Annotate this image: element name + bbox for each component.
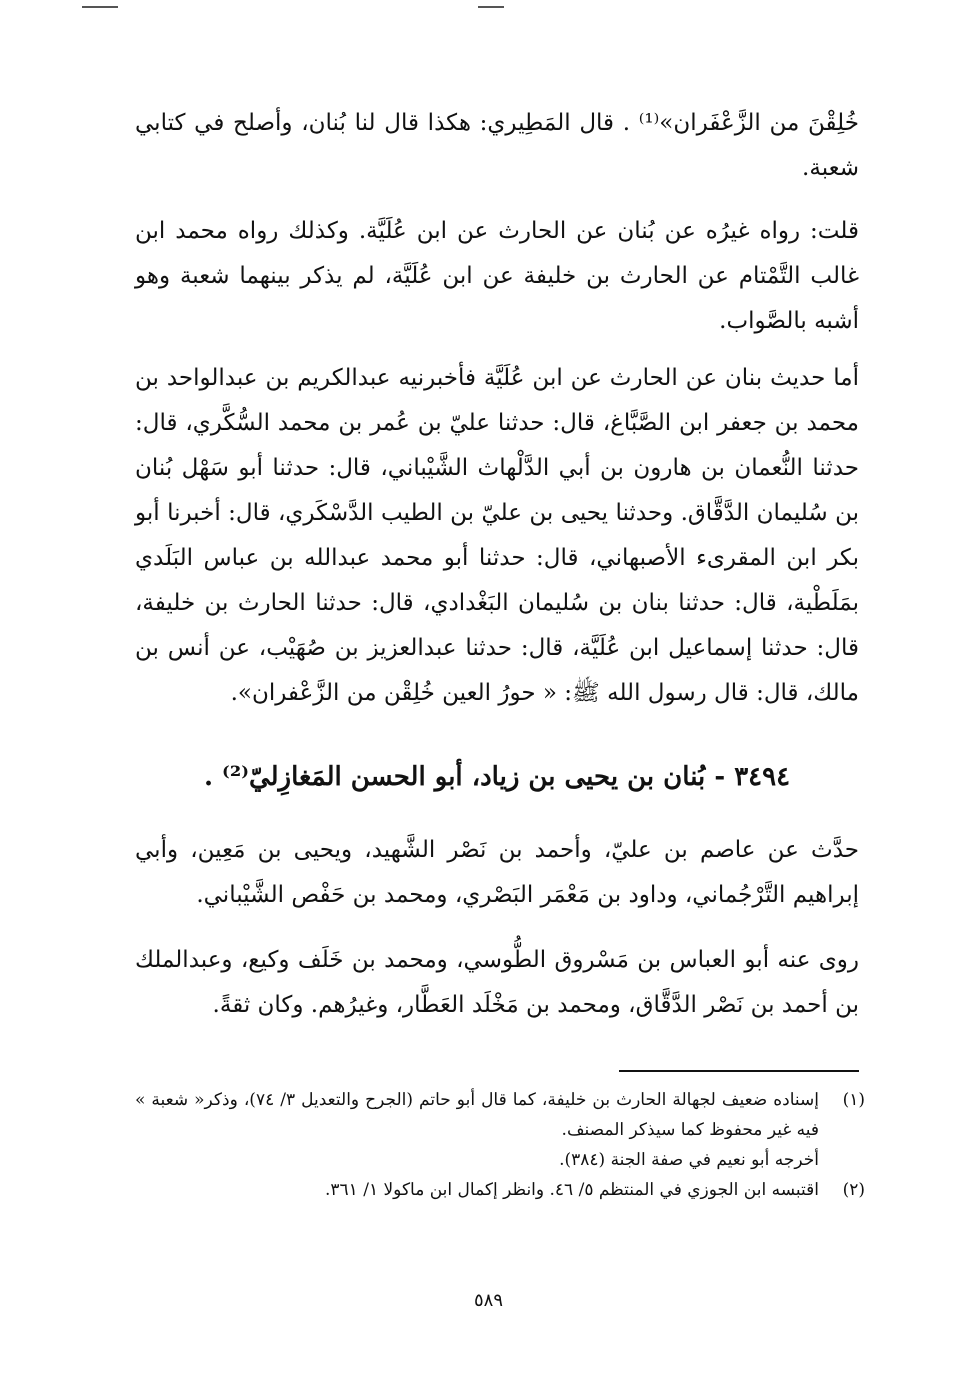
paragraph-narrated-from: حدَّث عن عاصم بن عليّ، وأحمد بن نَصْر الشَّهيد، ويحيى بن مَعِين، وأبي إبراهيم التَّرْجُماني، وداود بن مَعْمَر البَصْري، ومحمد بن حَفْص الشَّيْباني.: [135, 837, 859, 908]
footnote-separator: [619, 1070, 859, 1072]
paragraph-comment: قلت: رواه غيرُه عن بُنان عن الحارث عن ابن عُلَيَّة. وكذلك رواه محمد ابن غالب التَّمْتام عن الحارث بن خليفة عن ابن عُلَيَّة، لم يذكر بينهما شعبة وهو أشبه بالصَّواب.: [135, 218, 859, 334]
footnotes: [135, 1085, 865, 1205]
footnote-2-text: اقتبسه ابن الجوزي في المنتظم ٥/ ٤٦. وانظر إكمال ابن ماكولا ١/ ٣٦١.: [324, 1180, 819, 1200]
footnote-1-source: أخرجه أبو نعيم في صفة الجنة (٣٨٤).: [559, 1150, 819, 1170]
page-number: ٥٨٩: [473, 1290, 503, 1311]
footnote-2-number: (٢): [842, 1180, 865, 1200]
footnote-1-text: إسناده ضعيف لجهالة الحارث بن خليفة، كما قال أبو حاتم (الجرح والتعديل ٣/ ٧٤)، وذكر« شعبة » فيه غير محفوظ كما سيذكر المصنف.: [135, 1090, 820, 1140]
scan-artifact-center: [478, 6, 504, 8]
paragraph-hadith-chain: أما حديث بنان عن الحارث عن ابن عُلَيَّة فأخبرنيه عبدالكريم بن عبدالواحد بن محمد بن جعفر ابن الصَّبَّاغ، قال: حدثنا عليّ بن عُمر بن محمد السُّكَّري، قال: حدثنا النُّعمان بن هارون بن أبي الدَّلْهاث الشَّيْباني، قال: حدثنا أبو سَهْل بُنان بن سُليمان الدَّقَّاق. وحدثنا يحيى بن عليّ بن الطيب الدَّسْكَري، قال: أخبرنا أبو بكر ابن المقرىء الأصبهاني، قال: حدثنا أبو محمد عبدالله بن عباس البَلَدي بمَلَطْية، قال: حدثنا بنان بن سُليمان البَغْدادي، قال: حدثنا الحارث بن خليفة، قال: حدثنا إسماعيل ابن عُلَيَّة، قال: حدثنا عبدالعزيز بن صُهَيْب، عن أنس بن مالك، قال: قال رسول الله ﷺ: « حورُ العين خُلِقْن من الزَّعْفران».: [135, 365, 859, 706]
footnote-1: [135, 1085, 865, 1175]
scan-artifact-left: [82, 6, 118, 8]
footnote-2: [135, 1175, 865, 1205]
paragraph-continuation: خُلِقْنَ من الزَّعْفَران»⁽¹⁾ . قال المَطِيري: هكذا قال لنا بُنان، وأصلح في كتابي شعبة.: [135, 110, 859, 181]
entry-heading: ٣٤٩٤ - بُنان بن يحيى بن زياد، أبو الحسن المَغازِليّ⁽²⁾ .: [203, 762, 791, 792]
paragraph-narrated-by: روى عنه أبو العباس بن مَسْروق الطُّوسي، ومحمد بن خَلَف وكيع، وعبدالملك بن أحمد بن نَصْر الدَّقَّاق، ومحمد بن مَخْلَد العَطَّار، وغيرُهم. وكان ثقةً.: [135, 947, 859, 1018]
footnote-1-number: (١): [842, 1090, 865, 1110]
